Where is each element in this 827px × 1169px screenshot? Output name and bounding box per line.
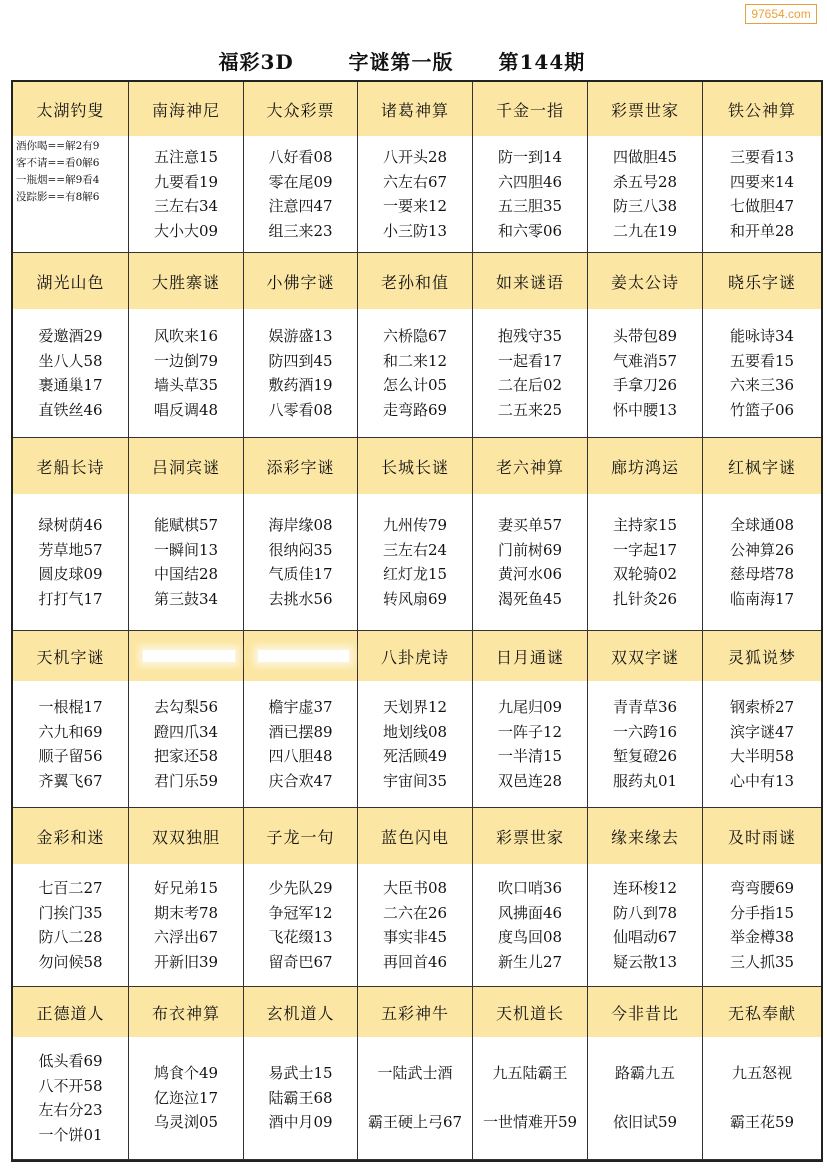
column-header: 正德道人 [13,987,129,1037]
riddle-line: 一边倒79 [153,351,219,370]
riddle-line: 防八到78 [612,903,678,922]
section-1 [13,82,821,252]
erased-label [143,650,235,662]
riddle-line: 海岸缘08 [268,516,333,534]
riddle-line: 低头看69 [38,1052,103,1070]
riddle-line: 宇宙间35 [382,771,448,790]
prediction-cell [588,494,703,630]
riddle-line: 打打气17 [38,589,103,608]
riddle-line: 三左右24 [382,540,448,559]
riddle-line: 风吹来16 [153,327,219,345]
riddle-line: 一瓶烟==解9看4 [16,174,100,186]
riddle-line: 左右分23 [38,1101,103,1119]
riddle-line: 一陆武士酒 [377,1064,453,1083]
column-header: 灵狐说梦 [727,647,796,667]
prediction-cell [244,309,358,437]
prediction-row [13,309,821,438]
column-header: 及时雨谜 [727,827,796,847]
riddle-line: 青青草36 [612,698,678,716]
column-header: 缘来缘去 [588,808,703,864]
riddle-line: 客不请==看0解6 [16,157,100,169]
riddle-line: 很纳闷35 [268,540,333,559]
riddle-line: 新生儿27 [497,952,563,971]
prediction-cell [358,309,473,437]
riddle-line: 三人抓35 [729,952,795,971]
column-header: 如来谜语 [473,253,588,309]
riddle-line: 乌灵浏05 [153,1113,219,1132]
riddle-line: 心中有13 [729,771,795,790]
header-row [13,631,821,682]
riddle-line: 蹬四爪34 [153,722,219,741]
riddle-line: 大臣书08 [382,879,448,897]
riddle-line: 七百二27 [38,879,103,897]
column-header: 太湖钓叟 [13,82,129,136]
riddle-line: 抱残守35 [497,327,563,345]
riddle-line: 一个饼01 [38,1125,103,1144]
prediction-cell [703,864,821,986]
riddle-line: 钢索桥27 [729,698,795,716]
riddle-line: 黄河水06 [497,565,563,583]
riddle-line: 一瞬间13 [153,540,219,559]
riddle-line: 和开单28 [729,221,795,240]
riddle-line: 转风扇69 [382,589,448,608]
riddle-line: 三左右34 [153,197,219,215]
column-header: 双双独胆 [129,808,244,864]
riddle-line: 门挨门35 [38,903,103,922]
prediction-cell [473,864,588,986]
riddle-line: 四要来14 [729,172,795,191]
riddle-line: 零在尾09 [268,172,333,191]
riddle-line: 九五怒视 [731,1064,792,1083]
prediction-cell [473,309,588,437]
riddle-line: 慈母塔78 [729,565,795,583]
riddle-line: 小三防13 [382,221,448,240]
riddle-line: 杀五号28 [612,172,678,191]
riddle-line: 裹通巢17 [38,376,103,394]
riddle-line: 齐翼飞67 [38,771,103,790]
section-3 [13,438,821,630]
prediction-cell [244,1037,358,1159]
riddle-line: 檐宇虚37 [268,698,333,716]
riddle-line: 六四胆46 [497,172,563,191]
prediction-cell [13,681,129,807]
riddle-line: 九尾归09 [497,698,563,716]
prediction-cell [473,494,588,630]
riddle-line: 死活顾49 [382,747,448,765]
prediction-cell [588,1037,703,1159]
riddle-line: 扎针灸26 [612,589,678,608]
riddle-line: 庆合欢47 [268,771,333,790]
column-header: 长城长谜 [358,438,473,494]
riddle-line: 双轮骑02 [612,565,678,583]
prediction-row [13,681,821,808]
column-header: 日月通谜 [473,631,588,681]
prediction-cell [358,681,473,807]
column-header: 彩票世家 [473,808,588,864]
riddle-line: 疑云散13 [612,952,678,971]
riddle-line: 二九在19 [612,221,678,240]
riddle-line: 亿迩泣17 [153,1088,219,1107]
riddle-line: 风拂面46 [497,903,563,922]
riddle-line: 二五来25 [497,400,563,419]
riddle-line: 酒中月09 [268,1113,333,1132]
prediction-cell [358,864,473,986]
riddle-line: 一半清15 [497,747,563,765]
riddle-line: 手拿刀26 [612,376,678,394]
riddle-table [11,80,823,1162]
section-5 [13,808,821,986]
prediction-cell [129,864,244,986]
site-watermark: 97654.com [745,4,817,24]
riddle-line: 能咏诗34 [729,327,795,345]
riddle-line: 竹篮子06 [729,400,795,419]
riddle-line: 争冠军12 [268,903,333,922]
riddle-line: 弯弯腰69 [729,879,795,897]
column-header: 子龙一句 [244,808,358,864]
riddle-line: 四八胆48 [268,747,333,765]
column-header: 蓝色闪电 [358,808,473,864]
prediction-cell [588,864,703,986]
riddle-line: 举金樽38 [729,928,795,946]
riddle-line: 芳草地57 [38,540,103,559]
riddle-line: 渴死鱼45 [497,589,563,608]
riddle-line: 走弯路69 [382,400,448,419]
riddle-line: 气难消57 [612,351,678,370]
column-header: 诸葛神算 [358,82,473,136]
riddle-line: 吹口哨36 [497,879,563,897]
riddle-line: 六来三36 [729,376,795,394]
riddle-line: 红灯龙15 [382,565,448,583]
riddle-line: 门前树69 [497,540,563,559]
riddle-line: 防三八38 [612,197,678,215]
header-row [13,808,821,865]
riddle-line: 依旧试59 [612,1113,678,1132]
riddle-line: 一阵子12 [497,722,563,741]
riddle-line: 堑复磴26 [612,747,678,765]
column-header: 天机道长 [473,987,588,1037]
prediction-cell [358,136,473,252]
riddle-line: 怀中腰13 [612,400,678,419]
riddle-line: 连环梭12 [612,879,678,897]
riddle-line: 地划线08 [382,722,448,741]
riddle-line: 飞花缀13 [268,928,333,946]
edition-name: 字谜第一版 [348,50,454,74]
riddle-line: 七做胆47 [729,197,795,215]
riddle-line: 九州传79 [382,516,448,534]
column-header: 无私奉献 [727,1003,796,1023]
prediction-cell [358,494,473,630]
column-header: 红枫字谜 [727,457,796,477]
riddle-line: 绿树荫46 [38,516,103,534]
riddle-line: 君门乐59 [153,771,219,790]
prediction-cell [129,494,244,630]
column-header: 南海神尼 [129,82,244,136]
section-4 [13,631,821,807]
column-header: 双双字谜 [588,631,703,681]
riddle-line: 怎么计05 [382,376,448,394]
prediction-cell [13,864,129,986]
riddle-line: 仙唱动67 [612,928,678,946]
prediction-cell [703,136,821,252]
column-header: 廊坊鸿运 [588,438,703,494]
column-header: 大胜寨谜 [129,253,244,309]
riddle-line: 一根棍17 [38,698,103,716]
prediction-cell [244,681,358,807]
riddle-line: 圆皮球09 [38,565,103,583]
page-title [0,46,827,78]
prediction-cell [13,309,129,437]
riddle-line: 把家还58 [153,747,219,765]
riddle-line: 六左右67 [382,172,448,191]
prediction-cell [244,494,358,630]
prediction-cell [129,681,244,807]
prediction-cell [473,136,588,252]
riddle-line: 一字起17 [612,540,678,559]
riddle-line: 酒你喝==解2有9 [16,140,100,152]
header-row [13,253,821,310]
riddle-line: 去勾梨56 [153,698,219,716]
riddle-line: 娱游盛13 [268,327,333,345]
riddle-line: 易武士15 [268,1064,333,1083]
riddle-line: 六九和69 [38,722,103,741]
prediction-cell [244,136,358,252]
riddle-line: 鸠食个49 [153,1064,219,1083]
prediction-row [13,864,821,987]
riddle-line: 八不开58 [38,1076,103,1095]
riddle-line: 头带包89 [612,327,678,345]
column-header: 玄机道人 [244,987,358,1037]
riddle-line: 留奇巴67 [268,952,333,971]
prediction-row [13,1037,821,1160]
riddle-line: 五要看15 [729,351,795,370]
column-header: 铁公神算 [727,100,796,120]
prediction-cell [703,494,821,630]
prediction-row [13,136,821,253]
riddle-line: 好兄弟15 [153,879,219,897]
prediction-cell [473,681,588,807]
header-row [13,438,821,495]
riddle-line: 三要看13 [729,148,795,166]
riddle-line: 注意四47 [268,197,333,215]
riddle-line: 能赋棋57 [153,516,219,534]
prediction-cell [129,1037,244,1159]
riddle-line: 防四到45 [268,351,333,370]
riddle-line: 天划界12 [382,698,448,716]
riddle-line: 八零看08 [268,400,333,419]
riddle-line: 第三鼓34 [153,589,219,608]
riddle-line: 双邑连28 [497,771,563,790]
riddle-line: 爱邀酒29 [38,327,103,345]
riddle-line: 组三来23 [268,221,333,240]
riddle-line: 直铁丝46 [38,400,103,419]
riddle-line: 六桥隐67 [382,327,448,345]
column-header: 湖光山色 [13,253,129,309]
riddle-line: 勿问候58 [38,952,103,971]
riddle-line: 全球通08 [729,516,795,534]
prediction-cell [129,309,244,437]
riddle-line: 墙头草35 [153,376,219,394]
riddle-line: 顺子留56 [38,747,103,765]
riddle-line: 一世情难开59 [482,1113,578,1132]
riddle-line: 四做胆45 [612,148,678,166]
column-header: 五彩神牛 [358,987,473,1037]
riddle-line: 少先队29 [268,879,333,897]
issue-number: 第144期 [498,50,586,74]
riddle-line: 大小大09 [153,221,219,240]
riddle-line: 和二来12 [382,351,448,370]
section-2 [13,253,821,437]
riddle-line: 酒已摆89 [268,722,333,741]
section-6 [13,987,821,1159]
prediction-cell [703,1037,821,1159]
riddle-line: 临南海17 [729,589,795,608]
erased-label [258,650,349,662]
prediction-cell [358,1037,473,1159]
column-header: 姜太公诗 [588,253,703,309]
riddle-line: 八开头28 [382,148,448,166]
prediction-cell [588,309,703,437]
prediction-cell [13,1037,129,1159]
riddle-line: 路霸九五 [614,1064,675,1083]
riddle-line: 没踪影==有8解6 [16,191,100,203]
riddle-line: 事实非45 [382,928,448,946]
riddle-line: 霸王硬上弓67 [367,1113,463,1132]
column-header: 布衣神算 [129,987,244,1037]
riddle-line: 公神算26 [729,540,795,559]
riddle-line: 敷药酒19 [268,376,333,394]
column-header: 老六神算 [473,438,588,494]
riddle-line: 中国结28 [153,565,219,583]
column-header: 添彩字谜 [244,438,358,494]
riddle-line: 气质佳17 [268,565,333,583]
column-header: 今非昔比 [588,987,703,1037]
prediction-cell [588,136,703,252]
riddle-line: 五三胆35 [497,197,563,215]
riddle-line: 二六在26 [382,903,448,922]
riddle-line: 大半明58 [729,747,795,765]
column-header: 大众彩票 [244,82,358,136]
column-header: 老船长诗 [13,438,129,494]
riddle-line: 去挑水56 [268,589,333,608]
prediction-cell [473,1037,588,1159]
riddle-line: 滨字谜47 [729,722,795,741]
riddle-line: 一要来12 [382,197,448,215]
riddle-line: 开新旧39 [153,952,219,971]
lottery-name: 福彩3D [218,50,294,74]
riddle-line: 二在后02 [497,376,563,394]
column-header: 吕洞宾谜 [129,438,244,494]
riddle-line: 五注意15 [153,148,219,166]
riddle-line: 坐八人58 [38,351,103,370]
column-header: 天机字谜 [13,631,129,681]
header-row [13,987,821,1038]
prediction-cell [129,136,244,252]
column-header [129,631,244,681]
prediction-cell [588,681,703,807]
prediction-row [13,494,821,631]
riddle-line: 妻买单57 [497,516,563,534]
column-header: 彩票世家 [588,82,703,136]
prediction-cell [244,864,358,986]
column-header: 晓乐字谜 [727,272,796,292]
riddle-line: 期末考78 [153,903,219,922]
riddle-line: 防八二28 [38,928,103,946]
prediction-cell [13,136,129,252]
riddle-line: 服药丸01 [612,771,678,790]
column-header: 金彩和迷 [13,808,129,864]
riddle-line: 九五陆霸王 [492,1064,568,1083]
riddle-line: 和六零06 [497,221,563,240]
riddle-line: 陆霸王68 [268,1088,333,1107]
riddle-line: 一六跨16 [612,722,678,741]
column-header: 八卦虎诗 [358,631,473,681]
riddle-line: 分手指15 [729,903,795,922]
riddle-line: 六浮出67 [153,928,219,946]
riddle-line: 再回首46 [382,952,448,971]
prediction-cell [703,309,821,437]
column-header: 小佛字谜 [244,253,358,309]
riddle-line: 唱反调48 [153,400,219,419]
column-header [244,631,358,681]
riddle-line: 一起看17 [497,351,563,370]
prediction-cell [13,494,129,630]
riddle-line: 主持家15 [612,516,678,534]
column-header: 千金一指 [473,82,588,136]
header-row [13,82,821,137]
riddle-line: 八好看08 [268,148,333,166]
column-header: 老孙和值 [358,253,473,309]
riddle-line: 度鸟回08 [497,928,563,946]
riddle-line: 霸王花59 [729,1113,795,1132]
riddle-line: 九要看19 [153,172,219,191]
riddle-line: 防一到14 [497,148,563,166]
prediction-cell [703,681,821,807]
